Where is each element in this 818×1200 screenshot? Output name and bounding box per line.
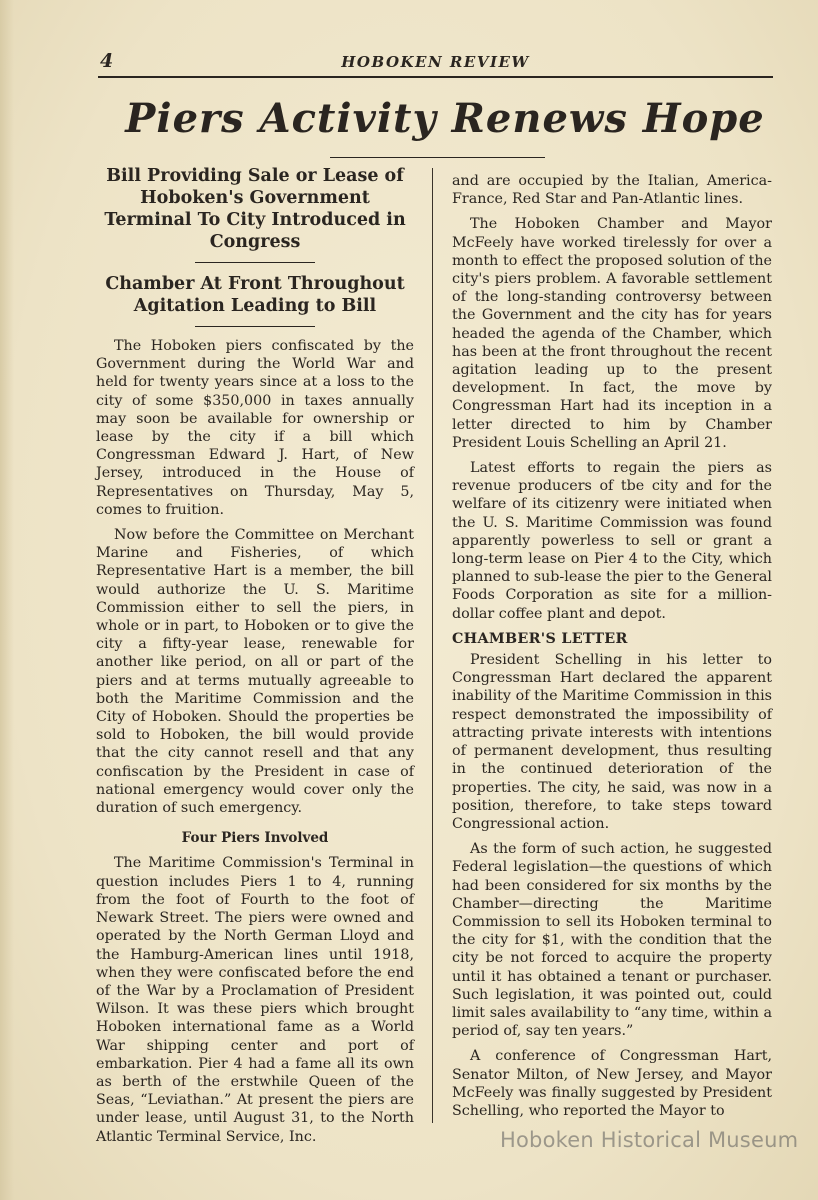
section-subhead: Four Piers Involved — [181, 830, 329, 847]
magazine-name: HOBOKEN REVIEW — [341, 53, 530, 71]
deck-subheadline: Chamber At Front Throughout Agitation Leading to Bill — [105, 274, 405, 316]
deck-rule — [195, 262, 315, 263]
running-head — [98, 50, 773, 78]
article-paragraph: Now before the Committee on Merchant Marine and Fisheries, of which Representative Hart is a member, the bill would authorize the U. S. Maritime Commission either to sell the piers, in whole or in part, to Hoboken or to give the city a fifty-year lease, renewable for another like period, on all or part of the piers and at terms mutually agreeable to both the Maritime Commission and the City of Hoboken. Should the properties be sold to Hoboken, the bill would provide that the city cannot resell and that any confiscation by the President in case of national emergency would cover only the duration of such emergency. — [96, 527, 414, 817]
headline: Piers Activity Renews Hope — [125, 95, 765, 142]
article-paragraph: Latest efforts to regain the piers as revenue producers of tbe city and for the welfare of its citizenry were initiated when the U. S. Maritime Commission was found apparently powerless to sell or grant a long-term lease on Pier 4 to the City, which planned to sub-lease the pier to the General Foods Corporation as site for a million-dollar coffee plant and depot. — [452, 460, 773, 622]
column-divider — [432, 168, 433, 1123]
article-paragraph-continued: and are occupied by the Italian, America-France, Red Star and Pan-Atlantic lines. — [452, 173, 772, 208]
page-edge-shadow — [0, 0, 14, 1200]
right-column — [452, 172, 772, 1127]
article-paragraph: A conference of Congressman Hart, Senator Milton, of New Jersey, and Mayor McFeely was finally suggested by President Schelling, who reported the Mayor to — [452, 1048, 772, 1119]
article-paragraph: As the form of such action, he suggested Federal legislation—the questions of which had been considered for six months by the Chamber—directing the Maritime Commission to sell its Hoboken terminal to the city for $1, with the condition that the city be not forced to acquire the property until it has obtained a tenant or purchaser. Such legislation, it was pointed out, could limit sales availability to “any time, within a period of, say ten years.” — [452, 841, 772, 1040]
deck-headline: Bill Providing Sale or Lease of Hoboken's Government Terminal To City Introduced in Congress — [104, 166, 406, 252]
headline-rule — [330, 157, 545, 158]
article-paragraph: The Hoboken Chamber and Mayor McFeely have worked tirelessly for over a month to effect the proposed solution of the city's piers problem. A favorable settlement of the long-standing controversy between the Government and the city has for years headed the agenda of the Chamber, which has been at the front throughout the recent agitation leading up to the present development. In fact, the move by Congressman Hart had its inception in a letter directed to him by Chamber President Louis Schelling an April 21. — [452, 216, 772, 451]
deck-rule — [195, 326, 315, 327]
page-number: 4 — [100, 50, 114, 72]
article-paragraph: The Maritime Commission's Terminal in question includes Piers 1 to 4, running from the foot of Fourth to the foot of Newark Street. The piers were owned and operated by the North German Lloyd and the Hamburg-American lines until 1918, when they were confiscated before the end of the War by a Proclamation of President Wilson. It was these piers which brought Hoboken international fame as a World War shipping center and port of embarkation. Pier 4 had a fame all its own as berth of the erstwhile Queen of the Seas, “Leviathan.” At present the piers are under lease, until August 31, to the North Atlantic Terminal Service, Inc. — [96, 855, 414, 1145]
article-paragraph: The Hoboken piers confiscated by the Government during the World War and held for twenty years since at a loss to the city of some $350,000 in taxes annually may soon be available for ownership or lease by the city if a bill which Congressman Edward J. Hart, of New Jersey, introduced in the House of Representatives on Thursday, May 5, comes to fruition. — [96, 338, 414, 518]
left-column — [96, 165, 414, 1153]
section-subhead: CHAMBER'S LETTER — [452, 630, 628, 647]
article-paragraph: President Schelling in his letter to Congressman Hart declared the apparent inability of the Maritime Commission in this respect demonstrated the impossibility of attracting private interests with intentions of permanent development, thus resulting in the continued deterioration of the properties. The city, he said, was now in a position, therefore, to take steps toward Congressional action. — [452, 652, 772, 832]
museum-watermark: Hoboken Historical Museum — [500, 1128, 799, 1152]
